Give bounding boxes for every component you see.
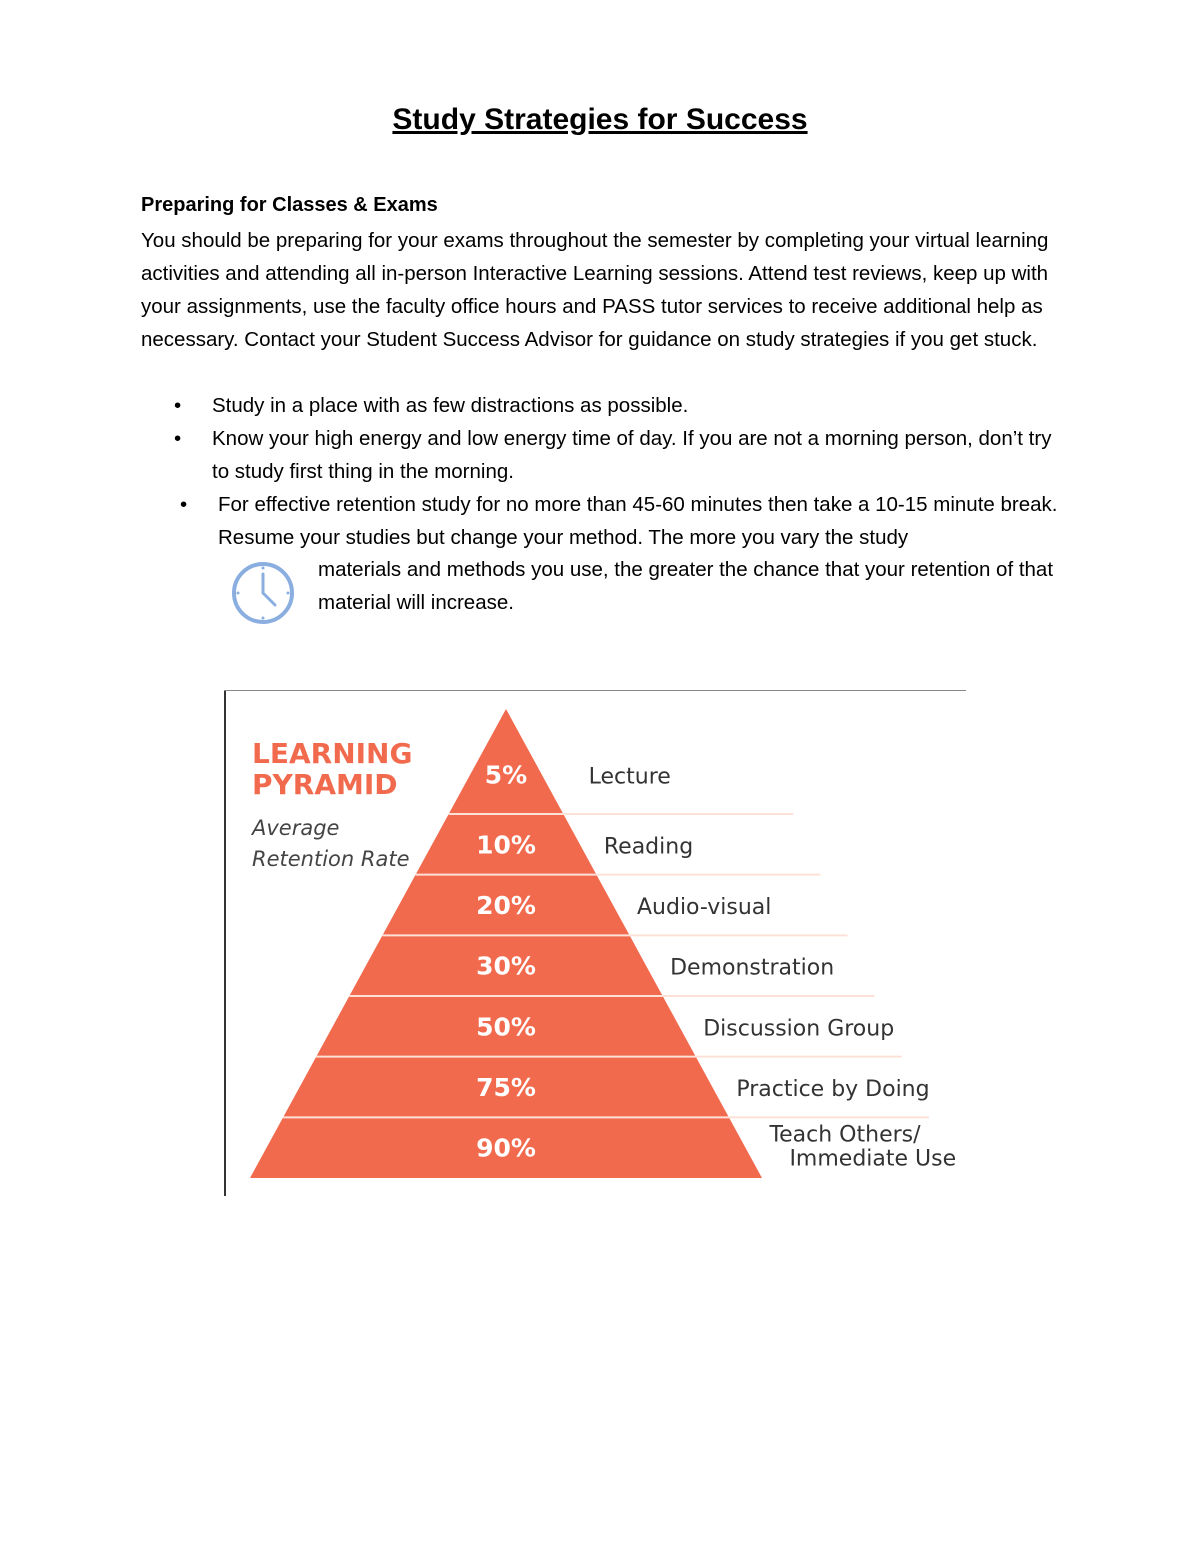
pyramid-level-label: Practice by Doing <box>736 1077 930 1102</box>
bullet-item <box>174 422 1072 488</box>
pyramid-level-label: Lecture <box>588 764 671 790</box>
bullet-item <box>174 389 1072 422</box>
bullet-dot: • <box>174 394 182 417</box>
bullet-text: Study in a place with as few distractions as possible. <box>212 394 689 417</box>
bullet-text: Know your high energy and low energy time of day. If you are not a morning person, don’t try to study first thing in the morning. <box>212 427 1052 483</box>
pyramid-percent-label: 5% <box>484 760 528 790</box>
pyramid-percent-label: 50% <box>476 1012 536 1042</box>
pyramid-percent-label: 30% <box>476 951 536 981</box>
bullet-dot: • <box>180 493 188 516</box>
clock-icon <box>228 558 298 628</box>
pyramid-level-label: Immediate Use <box>789 1146 957 1172</box>
pyramid-title-line1: LEARNING <box>252 737 413 770</box>
bullet-item <box>180 488 1078 554</box>
pyramid-title-line2: PYRAMID <box>252 768 398 801</box>
intro-paragraph: You should be preparing for your exams throughout the semester by completing your virtual learning activities and attending all in-person Interactive Learning sessions. Attend test reviews, keep up with your assignments, use the faculty office hours and PASS tutor services to receive additional help as necessary. Contact your Student Success Advisor for guidance on study strategies if you get stuck. <box>141 229 1049 351</box>
learning-pyramid-figure <box>226 691 966 1196</box>
document-title: Study Strategies for Success <box>392 103 808 136</box>
pyramid-level-label: Teach Others/ <box>769 1122 921 1148</box>
pyramid-level-label: Audio-visual <box>636 895 772 920</box>
pyramid-percent-label: 90% <box>476 1133 536 1163</box>
pyramid-subtitle-line1: Average <box>252 816 340 840</box>
bullet-text: For effective retention study for no more than 45-60 minutes then take a 10-15 minute break. Resume your studies but change your method. The more you vary the study <box>218 493 1058 549</box>
pyramid-percent-label: 20% <box>476 891 536 920</box>
pyramid-level-label: Demonstration <box>670 955 835 981</box>
pyramid-subtitle-line2: Retention Rate <box>252 847 410 871</box>
bullet-dot: • <box>174 427 182 450</box>
pyramid-percent-label: 75% <box>476 1073 536 1102</box>
section-heading: Preparing for Classes & Exams <box>141 194 438 216</box>
bullet-text-continuation: materials and methods you use, the greater the chance that your retention of that material will increase. <box>318 558 1054 614</box>
pyramid-level-label: Discussion Group <box>703 1016 895 1042</box>
pyramid-percent-label: 10% <box>476 830 536 860</box>
pyramid-level-label: Reading <box>603 834 694 860</box>
